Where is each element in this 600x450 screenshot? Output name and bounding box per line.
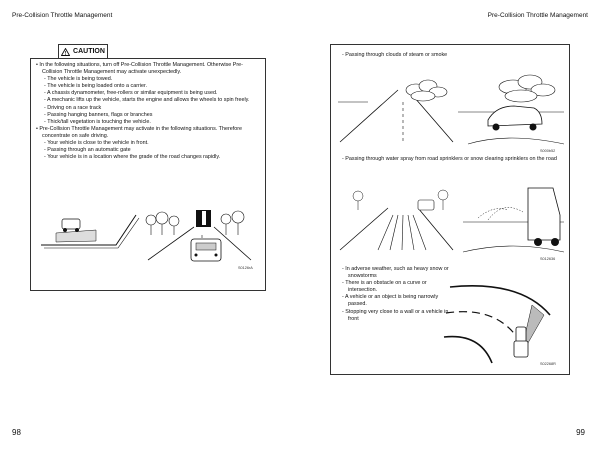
figure-code: S0126rA (238, 266, 253, 270)
caution-text-block (36, 62, 262, 161)
caution-line: - The vehicle is being towed. (44, 76, 113, 83)
caution-line: - Passing through an automatic gate (44, 147, 131, 154)
page-number-right: 99 (576, 428, 585, 437)
caution-line: - Driving on a race track (44, 104, 102, 111)
caution-line: - Your vehicle is close to the vehicle in front. (44, 140, 149, 147)
page-number-left: 98 (12, 428, 21, 437)
caution-line: • In the following situations, turn off Pre-Collision Throttle Management. Otherwise Pre-Collision Throttle Management may activate unexpectedly. (36, 62, 243, 76)
header-right-title: Pre-Collision Throttle Management (487, 12, 588, 19)
caution-label-tab (58, 44, 108, 58)
figure-code: S000b52 (540, 149, 556, 153)
caution-line: - Thick/tall vegetation is touching the vehicle. (44, 118, 151, 125)
illustration-water-spray (338, 180, 564, 258)
illustration-curve-detection (440, 275, 566, 365)
caution-label: CAUTION (73, 48, 105, 55)
header-left-title: Pre-Collision Throttle Management (12, 12, 113, 19)
illustration-steam-smoke (338, 72, 564, 150)
right-item-steam: - Passing through clouds of steam or smoke (342, 52, 448, 58)
caution-line: - A chassis dynamometer, free-rollers or similar equipment is being used. (44, 90, 218, 97)
right-list-line: - Stopping very close to a wall or a vehicle in front (342, 308, 449, 322)
caution-line: • Pre-Collision Throttle Management may activate in the following situations. Therefore concentrate on safe driving. (36, 125, 243, 139)
figure-code: S012636 (540, 257, 556, 261)
caution-line: - A mechanic lifts up the vehicle, starts the engine and allows the wheels to spin freely. (44, 97, 250, 104)
right-list-line: - In adverse weather, such as heavy snow or snowstorms (342, 266, 449, 280)
svg-text:!: ! (64, 50, 67, 56)
caution-line: - The vehicle is being loaded onto a carrier. (44, 83, 147, 90)
illustration-grade-change (36, 205, 256, 270)
caution-line: - Passing hanging banners, flags or branches (44, 111, 153, 118)
right-list-line: - There is an obstacle on a curve or intersection. (342, 280, 427, 294)
right-item-water-spray: - Passing through water spray from road sprinklers or snow clearing sprinklers on the road (342, 156, 557, 162)
caution-line: - Your vehicle is in a location where the grade of the road changes rapidly. (44, 154, 221, 161)
right-item-list (342, 266, 454, 323)
figure-code: S02268R (540, 362, 556, 366)
warning-triangle-icon (61, 48, 70, 56)
right-list-line: - A vehicle or an object is being narrowly passed. (342, 294, 439, 308)
